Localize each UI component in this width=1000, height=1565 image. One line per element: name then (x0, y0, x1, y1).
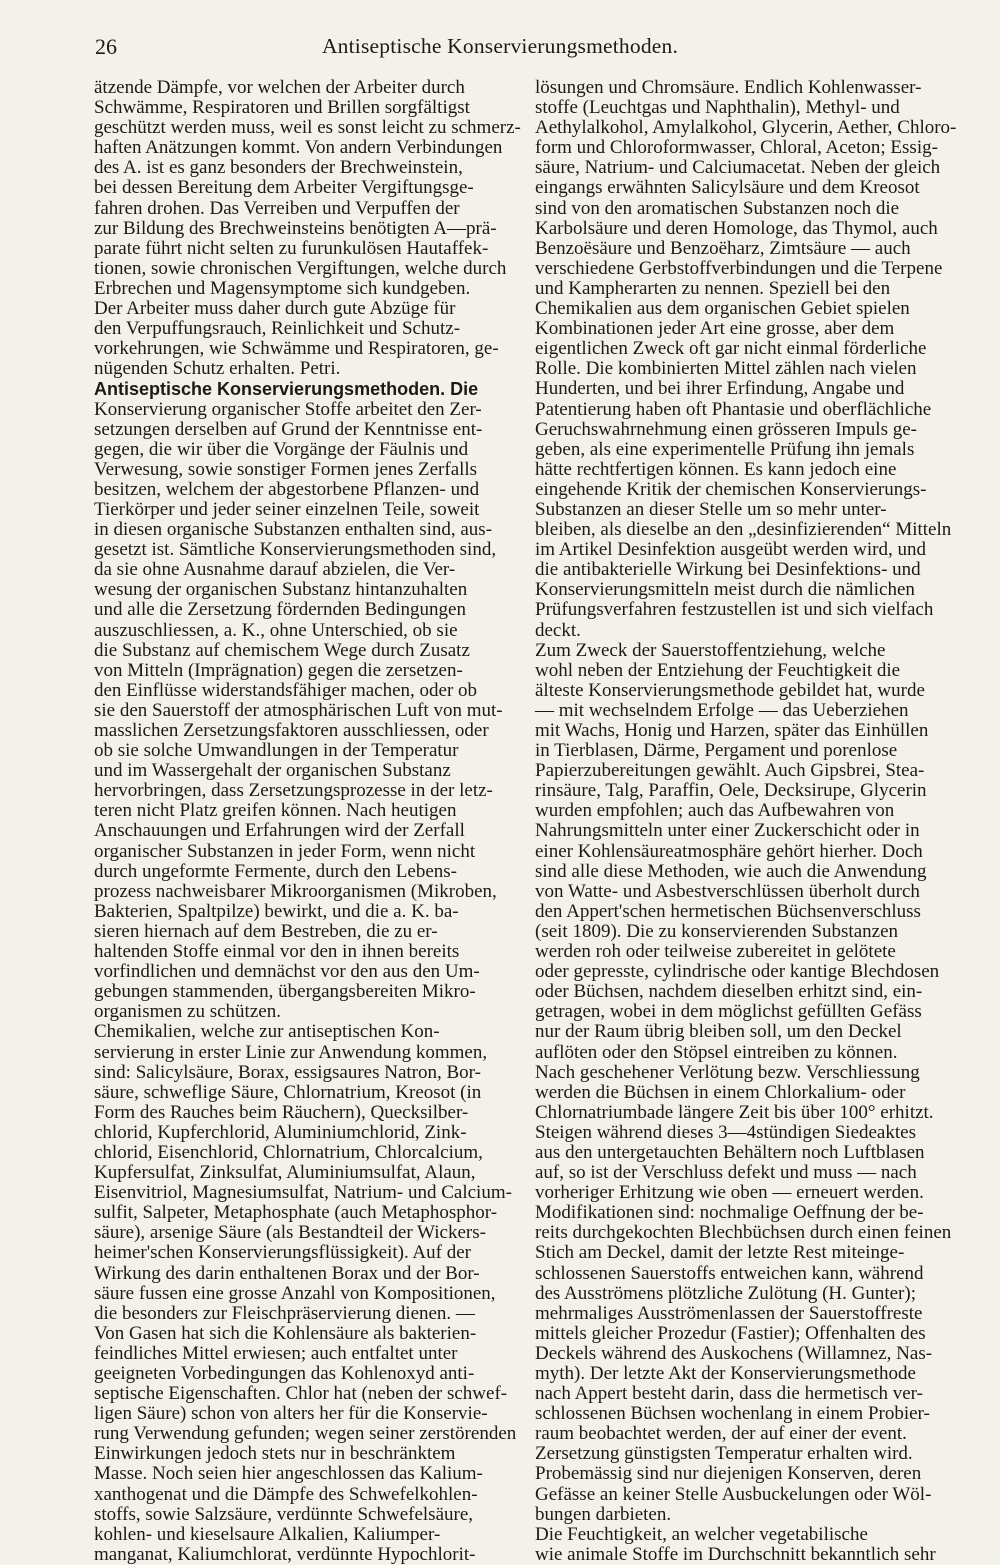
right-column-line: raum beobachtet werden, der auf einer der event. (535, 1423, 907, 1445)
right-column-line: nach Appert besteht darin, dass die hermetisch ver- (535, 1383, 923, 1405)
right-column-line: Chlornatriumbade längere Zeit bis über 100° erhitzt. (535, 1101, 934, 1123)
left-column-line: teren nicht Platz greifen können. Nach heutigen (94, 800, 457, 822)
left-column-line: servierung in erster Linie zur Anwendung kommen, (94, 1041, 488, 1063)
right-column-line: eingangs erwähnten Salicylsäure und dem Kreosot (535, 177, 920, 199)
right-column-line: verschiedene Gerbstoffverbindungen und die Terpene (535, 257, 943, 279)
right-column-line: bleiben, als dieselbe an den „desinfizierenden“ Mitteln (535, 519, 952, 541)
right-column-line: die antibakterielle Wirkung bei Desinfektions- und (535, 559, 921, 581)
left-column-line: besitzen, welchem der abgestorbene Pflanzen- und (94, 478, 480, 500)
right-column-line: getragen, wobei in dem möglichst gefüllten Gefäss (535, 1001, 922, 1023)
right-column-line: deckt. (535, 619, 581, 641)
left-column-line: septische Eigenschaften. Chlor hat (neben der schwef- (94, 1383, 508, 1405)
left-column-line: auszuschliessen, a. K., ohne Unterschied, ob sie (94, 619, 458, 641)
left-column-line: sie den Sauerstoff der atmosphärischen Luft von mut- (94, 699, 503, 721)
left-column-line: Erbrechen und Magensymptome sich kundgeben. (94, 277, 471, 299)
left-column-line: haften Anätzungen kommt. Von andern Verbindungen (94, 137, 503, 159)
right-column-line: schlossenen Sauerstoffs entweichen kann, während (535, 1262, 924, 1284)
right-column-line: werden die Büchsen in einem Chlorkalium- oder (535, 1081, 906, 1103)
left-column-line: ligen Säure) schon von alters her für die Konservie- (94, 1403, 488, 1425)
left-column-line: manganat, Kaliumchlorat, verdünnte Hypochlorit- (94, 1543, 476, 1565)
right-column-line: wohl neben der Entziehung der Feuchtigkeit die (535, 659, 901, 681)
right-column-line: auflöten oder den Stöpsel eintreiben zu können. (535, 1041, 898, 1063)
left-column-line: Chemikalien, welche zur antiseptischen Kon- (94, 1021, 440, 1043)
left-column-line: organismen zu schützen. (94, 1001, 281, 1023)
left-column-line: Konservierung organischer Stoffe arbeitet den Zer- (94, 398, 482, 420)
left-column-line: nügenden Schutz erhalten. Petri. (94, 358, 341, 380)
right-column-line: Substanzen an dieser Stelle um so mehr unter- (535, 498, 887, 520)
right-column-line: auf, so ist der Verschluss defekt und muss — nach (535, 1162, 917, 1184)
left-column-line: und alle die Zersetzung fördernden Bedingungen (94, 599, 466, 621)
right-column-line: werden roh oder teilweise zubereitet in gelötete (535, 941, 896, 963)
left-column-line: Einwirkungen jedoch stets nur in beschränktem (94, 1443, 456, 1465)
left-column-line: in diesen organische Substanzen enthalten sind, aus- (94, 519, 493, 541)
right-column-line: lösungen und Chromsäure. Endlich Kohlenwasser- (535, 77, 922, 98)
left-column-line: Wirkung des darin enthaltenen Borax und der Bor- (94, 1262, 480, 1284)
left-column-line: säure fussen eine grosse Anzahl von Kompositionen, (94, 1282, 496, 1304)
left-column-line: geschützt werden muss, weil es sonst leicht zu schmerz- (94, 117, 521, 139)
right-column-line: Hunderten, und bei ihrer Erfindung, Angabe und (535, 378, 905, 400)
left-column-line: geeigneten Vorbedingungen das Kohlenoxyd anti- (94, 1363, 475, 1384)
right-column-line: Karbolsäure und deren Homologe, das Thymol, auch (535, 217, 938, 239)
left-column-line: durch ungeformte Fermente, durch den Lebens- (94, 860, 457, 882)
right-column-line: stoffe (Leuchtgas und Naphthalin), Methyl- und (535, 97, 900, 119)
left-column-line: die Substanz auf chemischem Wege durch Zusatz (94, 639, 470, 661)
left-column-line: parate führt nicht selten zu furunkulösen Hautaffek- (94, 237, 489, 259)
right-column-line: Zersetzung günstigsten Temperatur erhalten wird. (535, 1443, 913, 1465)
right-column-line: rinsäure, Talg, Paraffin, Oele, Decksirupe, Glycerin (535, 780, 927, 802)
left-column-line: Der Arbeiter muss daher durch gute Abzüge für (94, 298, 456, 320)
right-column-line: mittels gleicher Prozedur (Fastier); Offenhalten des (535, 1322, 926, 1344)
left-column-line: xanthogenat und die Dämpfe des Schwefelkohlen- (94, 1483, 478, 1505)
right-column-line: form und Chloroformwasser, Chloral, Aceton; Essig- (535, 137, 938, 159)
left-column-line: vorfindlichen und demnächst vor den aus den Um- (94, 961, 480, 983)
right-column-line: Nach geschehener Verlötung bezw. Verschliessung (535, 1061, 920, 1083)
left-column-line: säure), arsenige Säure (als Bestandteil der Wickers- (94, 1222, 486, 1244)
right-column-line: und Kampherarten zu nennen. Speziell bei den (535, 277, 891, 299)
left-column-line: Form des Rauches beim Räuchern), Quecksilber- (94, 1101, 469, 1123)
right-column-line: bungen darbieten. (535, 1503, 672, 1525)
right-column-line: Kombinationen jeder Art eine grosse, aber dem (535, 318, 895, 340)
left-column-line: setzungen derselben auf Grund der Kenntnisse ent- (94, 418, 483, 440)
right-column-line: sind alle diese Methoden, wie auch die Anwendung (535, 860, 927, 882)
left-column-line: ätzende Dämpfe, vor welchen der Arbeiter durch (94, 77, 465, 98)
right-column-line: des Ausströmens plötzliche Zulötung (H. Gunter); (535, 1282, 916, 1304)
left-column-line: gesetzt ist. Sämtliche Konservierungsmethoden sind, (94, 539, 497, 561)
left-column-line: und im Wassergehalt der organischen Substanz (94, 760, 451, 782)
left-column-line: ob sie solche Umwandlungen in der Temperatur (94, 740, 459, 762)
left-column-line: Eisenvitriol, Magnesiumsulfat, Natrium- und Calcium- (94, 1182, 512, 1204)
left-column-line: Masse. Noch seien hier angeschlossen das Kalium- (94, 1463, 483, 1485)
right-column-line: wurden empfohlen; auch das Aufbewahren von (535, 800, 895, 822)
right-column-line: Patentierung haben oft Phantasie und oberflächliche (535, 398, 932, 420)
left-column-line: organischer Substanzen in jeder Form, wenn nicht (94, 840, 476, 862)
right-column-line: Geruchswahrnehmung einen grösseren Impuls ge- (535, 418, 917, 440)
left-column-line: haltenden Stoffe einmal vor den in ihnen bereits (94, 941, 460, 963)
right-column-line: mehrmaliges Ausströmenlassen der Sauerstoffreste (535, 1302, 923, 1324)
right-column-line: Konservierungsmitteln meist durch die nämlichen (535, 579, 915, 601)
right-column-line: Deckels während des Auskochens (Willamnez, Nas- (535, 1342, 933, 1364)
left-column-line: kohlen- und kieselsaure Alkalien, Kaliumper- (94, 1523, 441, 1545)
right-column-line: sind von den aromatischen Substanzen noch die (535, 197, 900, 219)
left-column-line: feindliches Mittel erwiesen; auch entfaltet unter (94, 1342, 458, 1364)
right-column-line: hätte rechtfertigen können. Es kann jedoch eine (535, 458, 897, 480)
right-column-line: Modifikationen sind: nochmalige Oeffnung der be- (535, 1202, 924, 1224)
left-column-line: den Einflüsse widerstandsfähiger machen, oder ob (94, 679, 478, 701)
right-column-line: Zum Zweck der Sauerstoffentziehung, welche (535, 639, 886, 661)
right-column-line: oder Büchsen, nachdem dieselben erhitzt sind, ein- (535, 981, 923, 1003)
right-column-line: im Artikel Desinfektion ausgeübt werden wird, und (535, 539, 927, 561)
left-column-line: gegen, die wir über die Vorgänge der Fäulnis und (94, 438, 469, 460)
left-column-line: tionen, sowie chronischen Vergiftungen, welche durch (94, 257, 507, 279)
left-column-line: säure, schweflige Säure, Chlornatrium, Kreosot (in (94, 1081, 482, 1103)
left-column-line: Anschauungen und Erfahrungen wird der Zerfall (94, 820, 465, 842)
page-header (0, 34, 1000, 64)
right-column-line: von Watte- und Asbestverschlüssen überholt durch (535, 880, 920, 902)
left-column-line: da sie ohne Ausnahme darauf abzielen, die Ver- (94, 559, 456, 581)
left-column-line: gebungen stammenden, übergangsbereiten Mikro- (94, 981, 476, 1003)
left-column-line: Schwämme, Respiratoren und Brillen sorgfältigst (94, 97, 470, 119)
page-number: 26 (95, 34, 117, 59)
right-column-line: älteste Konservierungsmethode gebildet hat, wurde (535, 679, 925, 701)
right-column-line: Probemässig sind nur diejenigen Konserven, deren (535, 1463, 922, 1485)
left-column-line: sind: Salicylsäure, Borax, essigsaures Natron, Bor- (94, 1061, 481, 1083)
left-column-line: sieren hiernach auf dem Bestreben, die zu er- (94, 920, 438, 942)
right-column-line: Papierzubereitungen gewählt. Auch Gipsbrei, Stea- (535, 760, 925, 782)
right-column-line: vorheriger Erhitzung wie oben — erneuert werden. (535, 1182, 924, 1204)
right-column-line: nur der Raum übrig bleiben soll, um den Deckel (535, 1021, 902, 1043)
right-column-line: einer Kohlensäureatmosphäre gehört hierher. Doch (535, 840, 923, 862)
right-column-line: (seit 1809). Die zu konservierenden Substanzen (535, 920, 899, 942)
right-column-line: Nahrungsmitteln unter einer Zuckerschicht oder in (535, 820, 920, 842)
left-column (94, 78, 524, 1565)
right-column-line: reits durchgekochten Blechbüchsen durch einen feinen (535, 1222, 952, 1244)
right-column-line: Gefässe an keiner Stelle Ausbuckelungen oder Wöl- (535, 1483, 932, 1505)
left-column-line: prozess nachweisbarer Mikroorganismen (Mikroben, (94, 880, 497, 902)
left-column-line: vorkehrungen, wie Schwämme und Respiratoren, ge- (94, 338, 499, 360)
right-column-line: oder gepresste, cylindrische oder kantige Blechdosen (535, 961, 940, 983)
right-column-line: schlossenen Büchsen wochenlang in einem Probier- (535, 1403, 930, 1425)
left-column-line: chlorid, Kupferchlorid, Aluminiumchlorid, Zink- (94, 1121, 467, 1143)
left-column-line: sulfit, Salpeter, Metaphosphate (auch Metaphosphor- (94, 1202, 498, 1224)
left-column-line: Verwesung, sowie sonstiger Formen jenes Zerfalls (94, 458, 478, 480)
right-column-line: myth). Der letzte Akt der Konservierungsmethode (535, 1363, 916, 1384)
right-column-line: — mit wechselndem Erfolge — das Ueberziehen (535, 699, 909, 721)
right-column-line: säure, Natrium- und Calciumacetat. Neben der gleich (535, 157, 941, 179)
right-column-line: Prüfungsverfahren festzustellen ist und sich vielfach (535, 599, 934, 621)
left-column-line: hervorbringen, dass Zersetzungsprozesse in der letz- (94, 780, 493, 802)
right-column-line: eigentlichen Zweck oft gar nicht einmal förderliche (535, 338, 927, 360)
right-column-line: Stich am Deckel, damit der letzte Rest miteinge- (535, 1242, 905, 1264)
right-column-line: den Appert'schen hermetischen Büchsenverschluss (535, 900, 921, 922)
left-column-line: stoffs, sowie Salzsäure, verdünnte Schwefelsäure, (94, 1503, 474, 1525)
right-column-line: Die Feuchtigkeit, an welcher vegetabilische (535, 1523, 868, 1545)
left-column-line: bei dessen Bereitung dem Arbeiter Vergiftungsge- (94, 177, 474, 199)
right-column-line: aus den untergetauchten Behältern noch Luftblasen (535, 1141, 925, 1163)
left-column-line: Antiseptische Konservierungsmethoden. Die (94, 379, 479, 400)
right-column-line: Rolle. Die kombinierten Mittel zählen nach vielen (535, 358, 917, 380)
left-column-line: Bakterien, Spaltpilze) bewirkt, und die a. K. ba- (94, 900, 459, 922)
right-column-line: Chemikalien aus dem organischen Gebiet spielen (535, 298, 910, 320)
right-column-line: Benzoësäure und Benzoëharz, Zimtsäure — auch (535, 237, 911, 259)
right-column-line: eingehende Kritik der chemischen Konservierungs- (535, 478, 927, 500)
right-column-line: mit Wachs, Honig und Harzen, später das Einhüllen (535, 720, 929, 741)
left-column-line: masslichen Zersetzungsfaktoren ausschliessen, oder (94, 720, 489, 741)
running-title: Antiseptische Konservierungsmethoden. (321, 34, 679, 58)
left-column-line: die besonders zur Fleischpräservierung dienen. — (94, 1302, 475, 1324)
left-column-line: zur Bildung des Brechweinsteins benötigten A—prä- (94, 217, 497, 239)
left-column-line: rung Verwendung gefunden; wegen seiner zerstörenden (94, 1423, 517, 1445)
left-column-line: von Mitteln (Imprägnation) gegen die zersetzen- (94, 659, 463, 681)
right-column-line: geben, als eine experimentelle Prüfung ihn jemals (535, 438, 915, 460)
left-column-line: fahren drohen. Das Verreiben und Verpuffen der (94, 197, 460, 219)
right-column-line: wie animale Stoffe im Durchschnitt bekanntlich sehr (535, 1543, 936, 1565)
right-column-line: Steigen während dieses 3—4stündigen Siedeaktes (535, 1121, 916, 1143)
left-column-line: Kupfersulfat, Zinksulfat, Aluminiumsulfat, Alaun, (94, 1162, 476, 1184)
right-column-line: in Tierblasen, Därme, Pergament und porenlose (535, 740, 898, 762)
left-column-line: den Verpuffungsrauch, Reinlichkeit und Schutz- (94, 318, 461, 340)
right-column-line: Aethylalkohol, Amylalkohol, Glycerin, Aether, Chloro- (535, 117, 957, 139)
left-column-line: Von Gasen hat sich die Kohlensäure als bakterien- (94, 1322, 477, 1344)
left-column-line: wesung der organischen Substanz hintanzuhalten (94, 579, 468, 601)
right-column (535, 78, 965, 1565)
left-column-line: heimer'schen Konservierungsflüssigkeit). Auf der (94, 1242, 471, 1264)
left-column-line: Tierkörper und jeder seiner einzelnen Teile, soweit (94, 498, 480, 520)
left-column-line: des A. ist es ganz besonders der Brechweinstein, (94, 157, 463, 179)
left-column-line: chlorid, Eisenchlorid, Chlornatrium, Chlorcalcium, (94, 1141, 483, 1163)
